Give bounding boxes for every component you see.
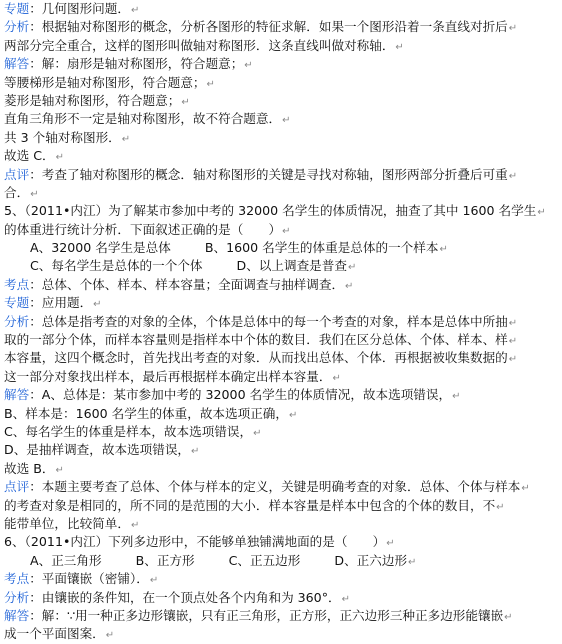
paragraph-mark-icon: ↵ — [244, 60, 253, 72]
option-text: A、32000 名学生是总体 — [30, 240, 171, 256]
line-text: 6、（2011•内江）下列多边形中，不能够单独铺满地面的是（ ） — [4, 534, 386, 550]
line-text: 5、（2011•内江）为了解某市参加中考的 32000 名学生的体质情况，抽查了其中 1600 名学生 — [4, 203, 537, 219]
text-line — [4, 497, 557, 515]
paragraph-mark-icon: ↵ — [55, 464, 64, 476]
paragraph-mark-icon: ↵ — [121, 133, 131, 145]
line-text: 的体重进行统计分析．下面叙述正确的是（ ） — [4, 221, 282, 237]
text-line — [4, 515, 557, 533]
paragraph-mark-icon: ↵ — [332, 372, 341, 384]
paragraph-mark-icon: ↵ — [504, 611, 513, 623]
text-line — [4, 55, 557, 73]
text-line — [4, 478, 557, 496]
line-text: ：应用题． — [29, 295, 93, 311]
line-text: 合． — [4, 184, 30, 200]
text-line — [4, 460, 557, 478]
paragraph-mark-icon: ↵ — [282, 225, 291, 237]
option-text: A、正三角形 — [30, 552, 102, 568]
options-line — [30, 552, 557, 570]
option-text: B、1600 名学生的体重是总体的一个样本 — [204, 240, 439, 256]
line-text: 成一个平面图案． — [4, 626, 105, 642]
section-label: 解答 — [4, 607, 30, 623]
text-line — [4, 570, 557, 588]
line-text: 这一部分对象找出样本，最后再根据样本确定出样本容量． — [4, 368, 332, 384]
paragraph-mark-icon: ↵ — [508, 354, 518, 366]
option-text: D、以上调查是普查 — [236, 258, 347, 274]
text-line — [4, 129, 557, 147]
paragraph-mark-icon: ↵ — [508, 23, 518, 35]
text-line — [4, 202, 557, 220]
line-text: ：本题主要考查了总体、个体与样本的定义，关键是明确考查的对象．总体、个体与样本 — [29, 479, 521, 495]
text-line — [4, 386, 557, 404]
text-line — [4, 294, 557, 312]
line-text: 两部分完全重合，这样的图形叫做轴对称图形．这条直线叫做对称轴． — [4, 37, 395, 53]
text-line — [4, 349, 557, 367]
text-line — [4, 74, 557, 92]
paragraph-mark-icon: ↵ — [191, 446, 200, 458]
line-text: ：总体是指考查的对象的全体，个体是总体中的每一个考查的对象，样本是总体中所抽 — [29, 313, 508, 329]
text-line — [4, 607, 557, 625]
line-text: ：由镶嵌的条件知，在一个顶点处各个内角和为 360°． — [29, 589, 341, 605]
text-line — [4, 184, 557, 202]
option-text: C、正五边形 — [228, 552, 301, 568]
paragraph-mark-icon: ↵ — [253, 427, 262, 439]
line-text: ：平面镶嵌（密铺）． — [29, 571, 149, 587]
line-text: ：解：扇形是轴对称图形，符合题意； — [29, 56, 244, 72]
section-label: 解答 — [4, 387, 30, 403]
section-label: 考点 — [4, 571, 30, 587]
text-line — [4, 92, 557, 110]
line-text: ：根据轴对称图形的概念，分析各图形的特征求解．如果一个图形沿着一条直线对折后 — [29, 19, 508, 35]
section-label: 解答 — [4, 56, 30, 72]
section-label: 专题 — [4, 1, 30, 16]
paragraph-mark-icon: ↵ — [521, 483, 530, 495]
section-label: 分析 — [4, 19, 30, 35]
line-text: 本容量，这四个概念时，首先找出考查的对象．从而找出总体、个体．再根据被收集数据的 — [4, 350, 508, 366]
section-label: 点评 — [4, 479, 30, 495]
text-line — [4, 221, 557, 239]
paragraph-mark-icon: ↵ — [395, 41, 404, 53]
text-line — [4, 368, 557, 386]
line-text: ：考查了轴对称图形的概念．轴对称图形的关键是寻找对称轴，图形两部分折叠后可重 — [29, 166, 508, 182]
line-text: 共 3 个轴对称图形． — [4, 129, 121, 145]
text-line — [4, 441, 557, 459]
paragraph-mark-icon: ↵ — [130, 519, 140, 531]
paragraph-mark-icon: ↵ — [508, 317, 518, 329]
paragraph-mark-icon: ↵ — [439, 244, 448, 256]
text-line — [4, 0, 557, 18]
options-line — [30, 257, 557, 275]
text-line — [4, 331, 557, 349]
text-line — [4, 276, 557, 294]
paragraph-mark-icon: ↵ — [30, 188, 39, 200]
line-text: 等腰梯形是轴对称图形，符合题意； — [4, 74, 206, 90]
option-text: C、每名学生是总体的一个个体 — [30, 258, 203, 274]
paragraph-mark-icon: ↵ — [345, 280, 354, 292]
line-text: C、每名学生的体重是样本，故本选项错误， — [4, 423, 253, 439]
paragraph-mark-icon: ↵ — [93, 299, 102, 311]
section-label: 点评 — [4, 166, 30, 182]
line-text: B、样本是：1600 名学生的体重，故本选项正确， — [4, 405, 288, 421]
line-text: 取的一部分个体，而样本容量则是指样本中个体的数目．我们在区分总体、个体、样本、样 — [4, 332, 508, 348]
text-line — [4, 18, 557, 36]
text-line — [4, 147, 557, 165]
line-text: ：解：∵用一种正多边形镶嵌，只有正三角形，正方形，正六边形三种正多边形能镶嵌 — [29, 607, 504, 623]
paragraph-mark-icon: ↵ — [130, 5, 140, 16]
text-line — [4, 625, 557, 643]
line-text: 故选 C． — [4, 148, 55, 164]
paragraph-mark-icon: ↵ — [496, 501, 505, 513]
line-text: 故选 B． — [4, 460, 55, 476]
options-line — [30, 239, 557, 257]
section-label: 分析 — [4, 589, 30, 605]
paragraph-mark-icon: ↵ — [386, 538, 395, 550]
text-line — [4, 423, 557, 441]
paragraph-mark-icon: ↵ — [347, 262, 357, 274]
section-label: 专题 — [4, 295, 30, 311]
paragraph-mark-icon: ↵ — [288, 409, 298, 421]
paragraph-mark-icon: ↵ — [105, 630, 115, 642]
line-text: ：总体、个体、样本、样本容量；全面调查与抽样调查． — [29, 276, 345, 292]
line-text: ：几何图形问题． — [29, 1, 130, 16]
text-line — [4, 110, 557, 128]
paragraph-mark-icon: ↵ — [206, 78, 215, 90]
text-line — [4, 589, 557, 607]
text-line — [4, 533, 557, 551]
line-text: 能带单位，比较简单． — [4, 515, 130, 531]
section-label: 考点 — [4, 276, 30, 292]
line-text: ：A、总体是：某市参加中考的 32000 名学生的体质情况，故本选项错误， — [29, 387, 452, 403]
paragraph-mark-icon: ↵ — [508, 170, 518, 182]
section-label: 分析 — [4, 313, 30, 329]
text-line — [4, 37, 557, 55]
paragraph-mark-icon: ↵ — [282, 115, 291, 127]
paragraph-mark-icon: ↵ — [537, 207, 546, 219]
paragraph-mark-icon: ↵ — [508, 336, 518, 348]
paragraph-mark-icon: ↵ — [181, 96, 190, 108]
line-text: D、是抽样调查，故本选项错误， — [4, 442, 191, 458]
paragraph-mark-icon: ↵ — [149, 575, 159, 587]
paragraph-mark-icon: ↵ — [408, 556, 417, 568]
option-text: B、正方形 — [135, 552, 195, 568]
option-text: D、正六边形 — [334, 552, 408, 568]
text-line — [4, 166, 557, 184]
paragraph-mark-icon: ↵ — [341, 593, 350, 605]
paragraph-mark-icon: ↵ — [452, 391, 461, 403]
line-text: 的考查对象是相同的，所不同的是范围的大小．样本容量是样本中包含的个体的数目，不 — [4, 497, 496, 513]
line-text: 菱形是轴对称图形，符合题意； — [4, 92, 181, 108]
paragraph-mark-icon: ↵ — [55, 152, 64, 164]
text-line — [4, 405, 557, 423]
line-text: 直角三角形不一定是轴对称图形，故不符合题意． — [4, 111, 282, 127]
text-line — [4, 313, 557, 331]
